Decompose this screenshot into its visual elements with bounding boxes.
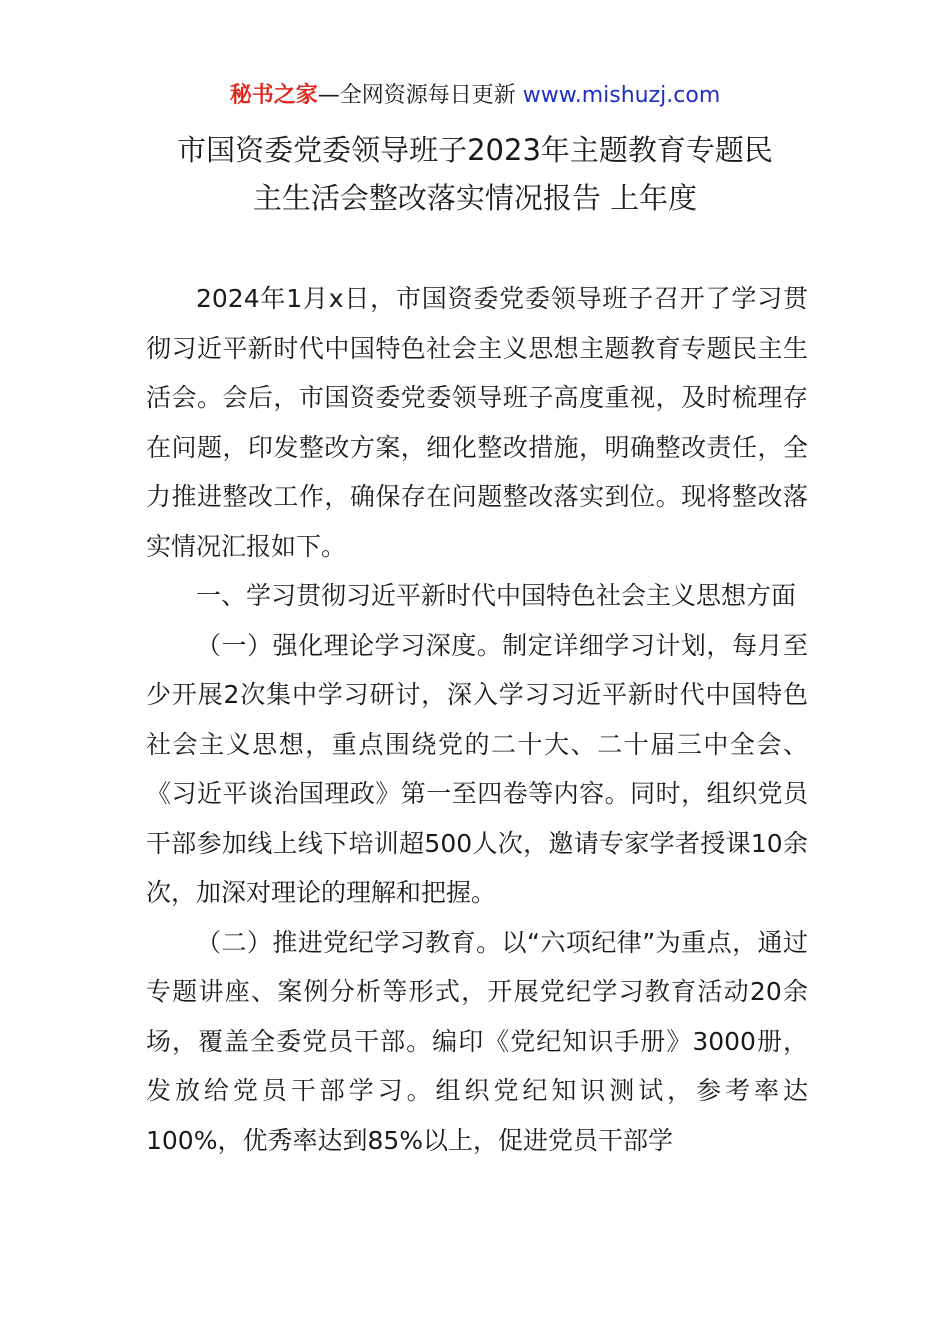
site-header (0, 80, 950, 112)
document-body (146, 274, 808, 1165)
paragraph-intro: 2024年1月x日，市国资委党委领导班子召开了学习贯彻习近平新时代中国特色社会主义思想主题教育专题民主生活会。会后，市国资委党委领导班子高度重视，及时梳理存在问题，印发整改方案，细化整改措施，明确整改责任，全力推进整改工作，确保存在问题整改落实到位。现将整改落实情况汇报如下。 (146, 284, 808, 561)
brand-name: 秘书之家 (229, 83, 318, 108)
document-title (60, 126, 890, 222)
paragraph-item-1: （一）强化理论学习深度。制定详细学习计划，每月至少开展2次集中学习研讨，深入学习习近平新时代中国特色社会主义思想，重点围绕党的二十大、二十届三中全会、《习近平谈治国理政》第一至四卷等内容。同时，组织党员干部参加线上线下培训超500人次，邀请专家学者授课10余次，加深对理论的理解和把握。 (146, 630, 808, 907)
header-tagline: —全网资源每日更新 (317, 83, 516, 108)
title-line-1: 市国资委党委领导班子2023年主题教育专题民 (177, 133, 773, 167)
site-url[interactable]: www.mishuzj.com (522, 83, 721, 108)
section-heading-1: 一、学习贯彻习近平新时代中国特色社会主义思想方面 (196, 581, 797, 610)
paragraph-item-2: （二）推进党纪学习教育。以“六项纪律”为重点，通过专题讲座、案例分析等形式，开展党纪学习教育活动20余场，覆盖全委党员干部。编印《党纪知识手册》3000册，发放给党员干部学习。组织党纪知识测试，参考率达100%，优秀率达到85%以上，促进党员干部学 (146, 927, 808, 1155)
title-line-2: 主生活会整改落实情况报告 上年度 (252, 181, 698, 215)
